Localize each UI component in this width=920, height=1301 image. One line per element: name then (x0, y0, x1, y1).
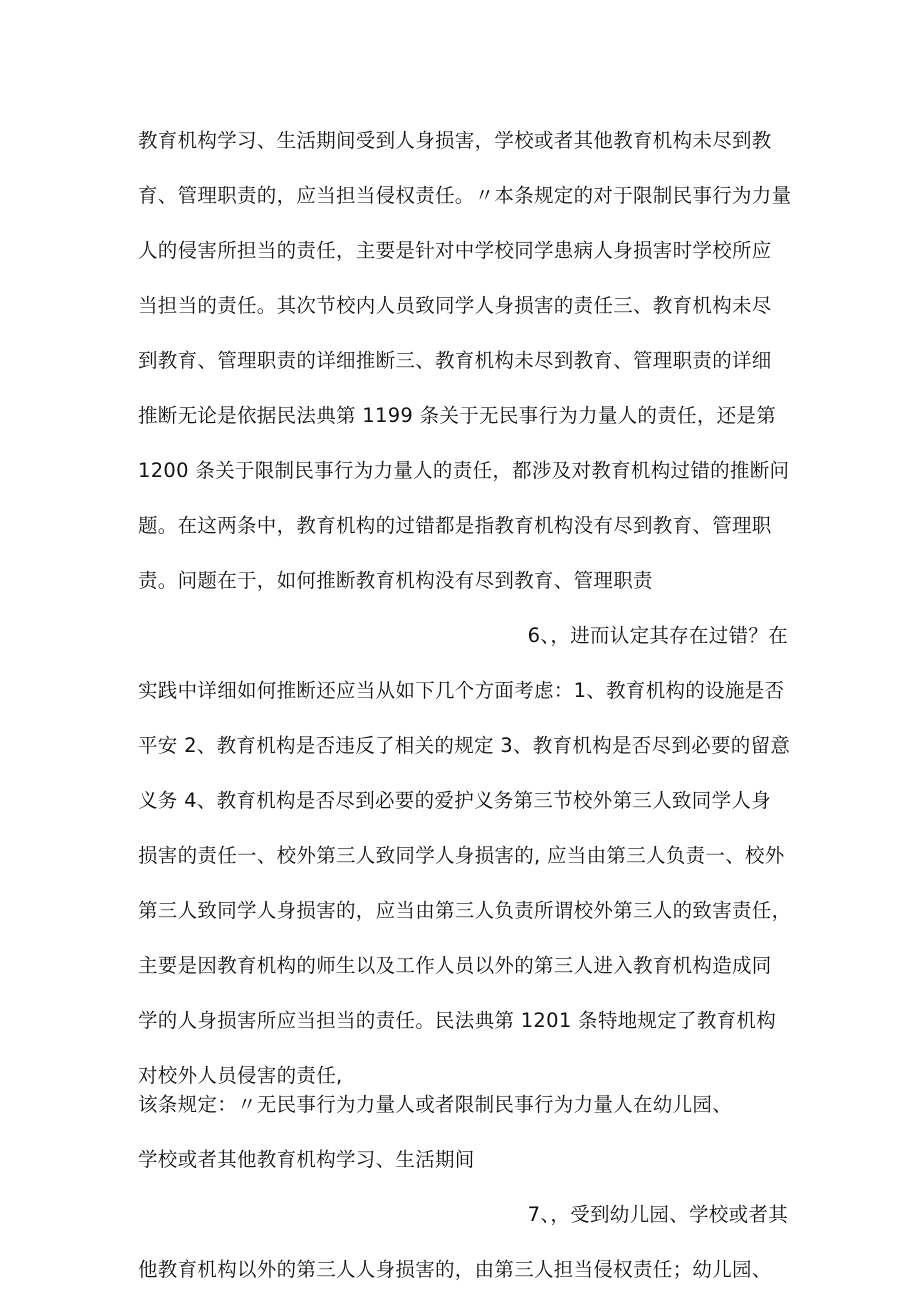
text-line: 教育机构学习、生活期间受到人身损害，学校或者其他教育机构未尽到教 (138, 129, 772, 152)
text-line: 对校外人员侵害的责任, (138, 1064, 343, 1087)
text-line: 学校或者其他教育机构学习、生活期间 (138, 1148, 475, 1171)
text-line: 推断无论是依据民法典第 1199 条关于无民事行为力量人的责任，还是第 (138, 404, 777, 427)
text-line: 实践中详细如何推断还应当从如下几个方面考虑：1、教育机构的设施是否 (138, 679, 785, 702)
text-line: 1200 条关于限制民事行为力量人的责任，都涉及对教育机构过错的推断问 (138, 459, 790, 482)
text-line: 他教育机构以外的第三人人身损害的，由第三人担当侵权责任；幼儿园、 (138, 1258, 772, 1281)
section-marker-line: 7、，受到幼儿园、学校或者其 (527, 1203, 788, 1226)
text-line: 育、管理职责的，应当担当侵权责任。〃本条规定的对于限制民事行为力量 (138, 184, 792, 207)
text-line: 平安 2、教育机构是否违反了相关的规定 3、教育机构是否尽到必要的留意 (138, 734, 791, 757)
text-line: 该条规定：〃无民事行为力量人或者限制民事行为力量人在幼儿园、 (138, 1093, 733, 1116)
text-line: 题。在这两条中，教育机构的过错都是指教育机构没有尽到教育、管理职 (138, 514, 772, 537)
text-line: 第三人致同学人身损害的，应当由第三人负责所谓校外第三人的致害责任， (138, 899, 792, 922)
text-line: 损害的责任一、校外第三人致同学人身损害的, 应当由第三人负责一、校外 (138, 844, 785, 867)
text-line: 责。问题在于，如何推断教育机构没有尽到教育、管理职责 (138, 569, 653, 592)
section-marker-line: 6、，进而认定其存在过错？在 (527, 624, 788, 647)
text-line: 人的侵害所担当的责任，主要是针对中学校同学患病人身损害时学校所应 (138, 239, 772, 262)
text-line: 到教育、管理职责的详细推断三、教育机构未尽到教育、管理职责的详细 (138, 349, 772, 372)
text-line: 义务 4、教育机构是否尽到必要的爱护义务第三节校外第三人致同学人身 (138, 789, 772, 812)
text-line: 当担当的责任。其次节校内人员致同学人身损害的责任三、教育机构未尽 (138, 294, 772, 317)
text-line: 学的人身损害所应当担当的责任。民法典第 1201 条特地规定了教育机构 (138, 1009, 777, 1032)
text-line: 主要是因教育机构的师生以及工作人员以外的第三人进入教育机构造成同 (138, 954, 772, 977)
